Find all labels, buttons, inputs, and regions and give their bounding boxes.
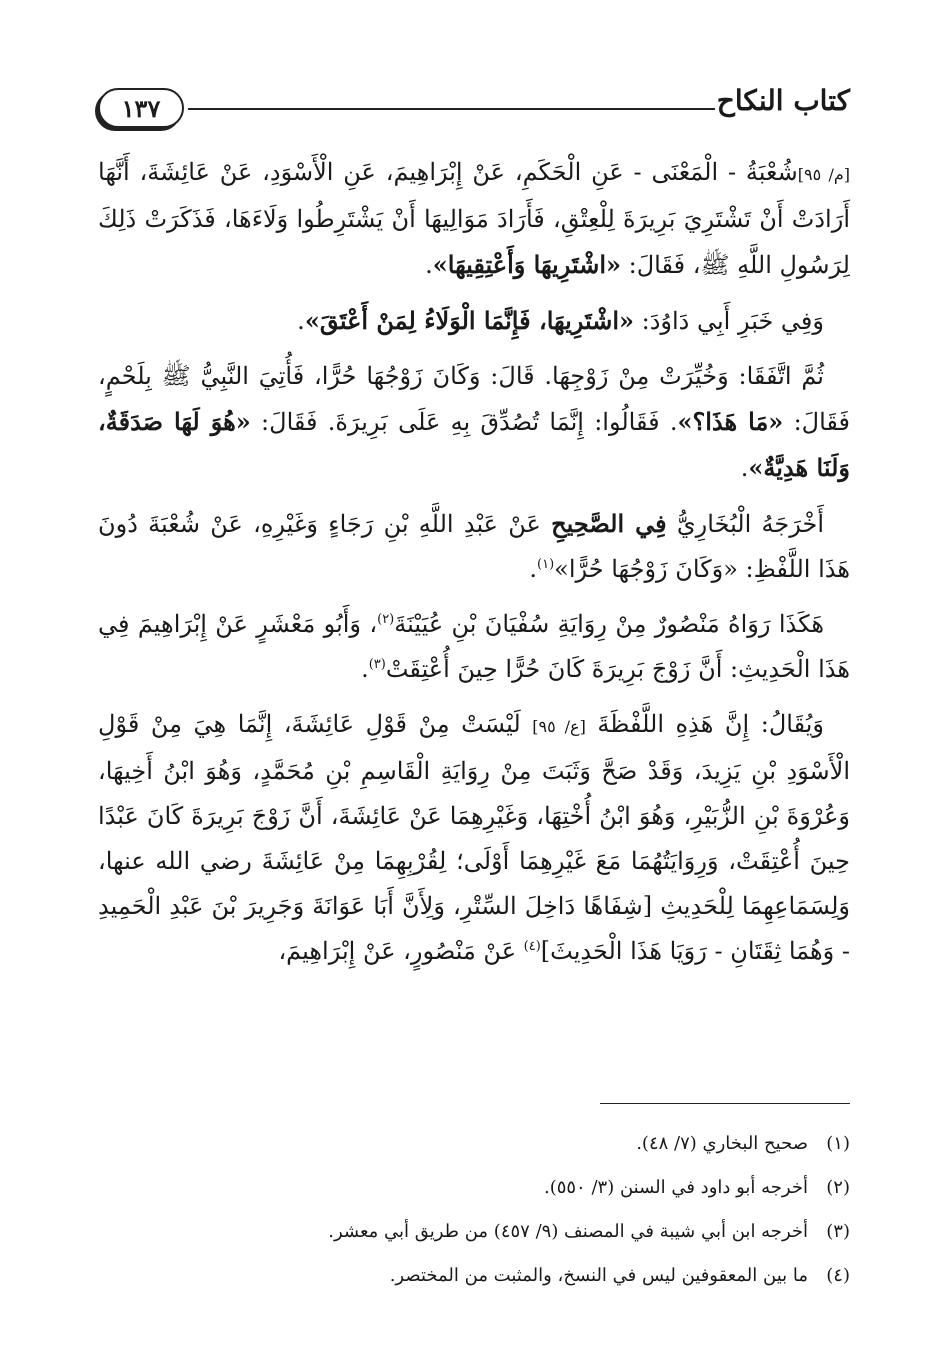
footnote-text: صحيح البخاري (٧/ ٤٨). bbox=[636, 1133, 808, 1154]
footnote-item bbox=[98, 1210, 850, 1254]
punctuation: . bbox=[425, 251, 433, 279]
paragraph-2-lead: وَفِي خَبَرِ أَبِي دَاوُدَ: bbox=[634, 307, 824, 335]
footnote-item bbox=[98, 1122, 850, 1166]
footnote-ref[interactable]: (٢) bbox=[377, 612, 395, 627]
footnote-ref[interactable]: (٣) bbox=[368, 657, 386, 672]
paragraph-1-text: شُعْبَةُ - الْمَعْنَى - عَنِ الْحَكَمِ، عَنْ إِبْرَاهِيمَ، عَنِ الْأَسْوَدِ، عَنْ عَائِشَةَ، أَنَّهَا أَرَادَتْ أَنْ تَشْتَرِيَ بَرِيرَةَ لِلْعِتْقِ، فَأَرَادَ مَوَالِيهَا أَنْ يَشْتَرِطُوا وَلَاءَهَا، فَذَكَرَتْ ذَلِكَ لِرَسُولِ اللَّهِ ﷺ، فَقَالَ: bbox=[98, 158, 850, 279]
footnote-separator bbox=[600, 1103, 850, 1104]
paragraph-4-text: أَخْرَجَهُ الْبُخَارِيُّ bbox=[666, 510, 825, 538]
paragraph-5-text: ، وَأَبُو مَعْشَرٍ عَنْ إِبْرَاهِيمَ فِي هَذَا الْحَدِيثِ: أَنَّ زَوْجَ بَرِيرَةَ كَانَ حُرًّا حِينَ أُعْتِقَتْ bbox=[98, 610, 850, 683]
paragraph-4 bbox=[98, 501, 850, 592]
punctuation: . bbox=[740, 454, 749, 482]
footnotes bbox=[98, 1122, 850, 1298]
page-number: ١٣٧ bbox=[121, 93, 161, 123]
manuscript-marker: [ع/ ٩٥] bbox=[532, 717, 586, 736]
paragraph-6-text: عَنْ مَنْصُورٍ، عَنْ إِبْرَاهِيمَ، bbox=[278, 937, 524, 965]
punctuation: . bbox=[297, 307, 305, 335]
footnote-number: (٤) bbox=[826, 1265, 850, 1286]
hadith-quote: «اشْتَرِيهَا وَأَعْتِقِيهَا» bbox=[432, 250, 621, 279]
hadith-quote: «اشْتَرِيهَا، فَإِنَّمَا الْوَلَاءُ لِمَنْ أَعْتَقَ» bbox=[304, 306, 635, 335]
page-number-badge bbox=[98, 88, 184, 128]
paragraph-4-text: عَنْ عَبْدِ اللَّهِ بْنِ رَجَاءٍ وَغَيْرِهِ، عَنْ شُعْبَةَ دُونَ هَذَا اللَّفْظِ: «وَكَانَ زَوْجُهَا حُرًّا» bbox=[98, 510, 850, 583]
hadith-quote: «مَا هَذَا؟» bbox=[677, 407, 784, 436]
punctuation: . bbox=[361, 655, 369, 683]
footnote-text: ما بين المعقوفين ليس في النسخ، والمثبت من المختصر. bbox=[389, 1265, 808, 1286]
footnote-ref[interactable]: (١) bbox=[537, 557, 555, 572]
paragraph-3-text: ثُمَّ اتَّفَقَا: وَخُيِّرَتْ مِنْ زَوْجِهَا. قَالَ: وَكَانَ زَوْجُهَا حُرًّا، فَأُتِيَ النَّبِيُّ ﷺ بِلَحْمٍ، فَقَالَ: bbox=[98, 362, 851, 436]
punctuation: . bbox=[529, 555, 538, 583]
manuscript-marker: [م/ ٩٥] bbox=[797, 165, 851, 184]
running-title: كتاب النكاح bbox=[716, 84, 850, 117]
paragraph-5 bbox=[98, 602, 850, 692]
footnote-text: أخرجه أبو داود في السنن (٣/ ٥٥٠). bbox=[543, 1177, 808, 1198]
page-header bbox=[98, 78, 850, 138]
hadith-quote: «هُوَ لَهَا صَدَقَةٌ، وَلَنَا هَدِيَّةٌ» bbox=[98, 407, 850, 482]
paragraph-1 bbox=[98, 150, 850, 288]
footnote-number: (٣) bbox=[826, 1221, 850, 1242]
paragraph-2 bbox=[98, 298, 850, 344]
footnote-item bbox=[98, 1166, 850, 1210]
paragraph-6-text: وَيُقَالُ: إِنَّ هَذِهِ اللَّفْظَةَ bbox=[585, 710, 824, 738]
footnote-text: أخرجه ابن أبي شيبة في المصنف (٩/ ٤٥٧) من طريق أبي معشر. bbox=[328, 1221, 808, 1242]
header-rule bbox=[188, 108, 715, 110]
paragraph-6 bbox=[98, 702, 850, 974]
paragraph-3-text: . فَقَالُوا: إِنَّمَا تُصُدِّقَ بِهِ عَلَى بَرِيرَةَ. فَقَالَ: bbox=[250, 408, 678, 436]
paragraph-5-text: هَكَذَا رَوَاهُ مَنْصُورٌ مِنْ رِوَايَةِ سُفْيَانَ بْنِ عُيَيْنَةَ bbox=[394, 610, 824, 638]
paragraph-3 bbox=[98, 354, 850, 491]
paragraph-6-text: لَيْسَتْ مِنْ قَوْلِ عَائِشَةَ، إِنَّمَا هِيَ مِنْ قَوْلِ الْأَسْوَدِ بْنِ يَزِيدَ، وَقَدْ صَحَّ وَثَبَتَ مِنْ رِوَايَةِ الْقَاسِمِ بْنِ مُحَمَّدٍ، وَهُوَ ابْنُ أَخِيهَا، وَعُرْوَةَ بْنِ الزُّبَيْرِ، وَهُوَ ابْنُ أُخْتِهَا، وَغَيْرِهِمَا عَنْ عَائِشَةَ، أَنَّ زَوْجَ بَرِيرَةَ كَانَ عَبْدًا حِينَ أُعْتِقَتْ، وَرِوَايَتُهُمَا مَعَ غَيْرِهِمَا أَوْلَى؛ لِقُرْبِهِمَا مِنْ عَائِشَةَ رضي الله عنها، وَلِسَمَاعِهِمَا لِلْحَدِيثِ [شِفَاهًا دَاخِلَ السِّتْرِ، وَلِأَنَّ أَبَا عَوَانَةَ وَجَرِيرَ بْنَ عَبْدِ الْحَمِيدِ - وَهُمَا ثِقَتَانِ - رَوَيَا هَذَا الْحَدِيثَ] bbox=[98, 710, 850, 965]
footnote-ref[interactable]: (٤) bbox=[523, 939, 541, 954]
footnote-number: (١) bbox=[826, 1133, 850, 1154]
footnote-item bbox=[98, 1254, 850, 1298]
source-title: فِي الصَّحِيحِ bbox=[551, 509, 667, 538]
footnote-number: (٢) bbox=[826, 1177, 850, 1198]
main-text bbox=[98, 150, 850, 984]
